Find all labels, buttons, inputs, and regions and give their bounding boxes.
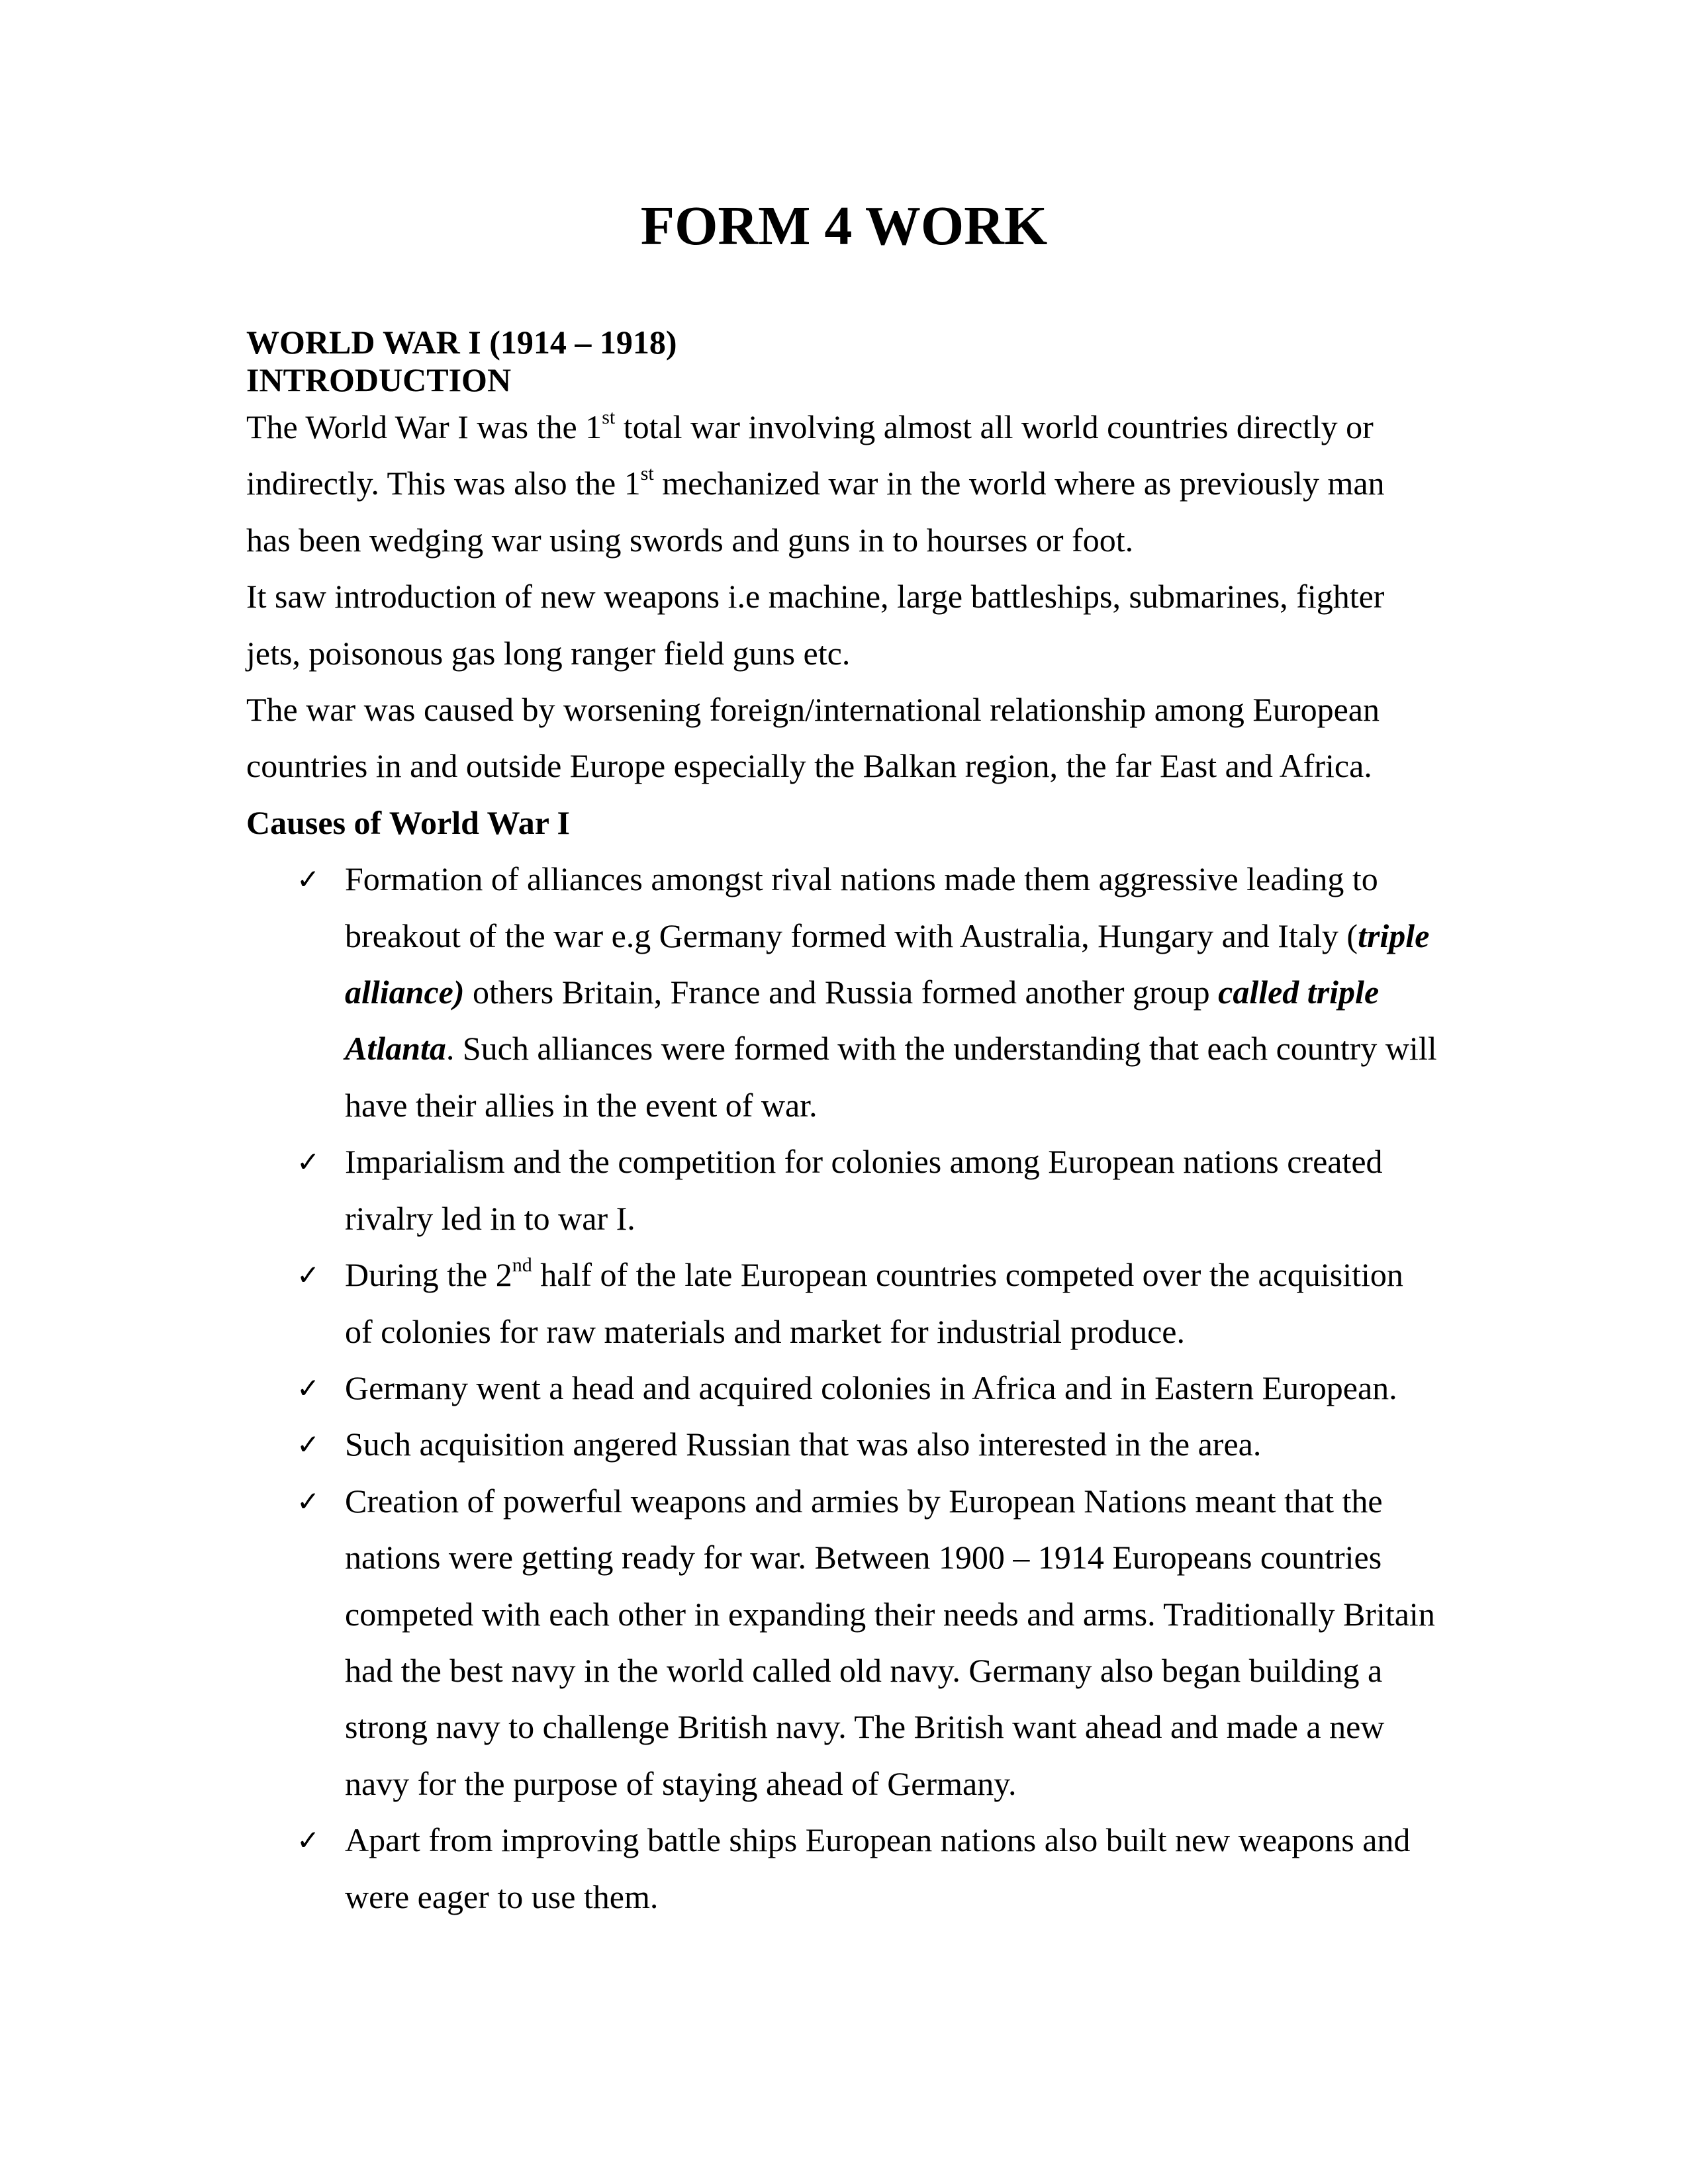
ordinal-suffix: nd bbox=[512, 1254, 532, 1277]
text-run: nations were getting ready for war. Between 1900 – 1914 Europeans countries bbox=[345, 1539, 1382, 1576]
ordinal-suffix: st bbox=[602, 406, 616, 428]
intro-heading: INTRODUCTION bbox=[246, 361, 512, 398]
text-line bbox=[246, 1812, 1471, 1868]
text-run: Germany went a head and acquired colonies in Africa and in Eastern European. bbox=[345, 1369, 1397, 1406]
document-title: FORM 4 WORK bbox=[640, 195, 1048, 257]
check-mark-icon: ✓ bbox=[297, 1259, 320, 1292]
check-mark-icon: ✓ bbox=[297, 863, 320, 896]
text-run: Formation of alliances amongst rival nations made them aggressive leading to bbox=[345, 860, 1378, 898]
check-mark-icon: ✓ bbox=[297, 1146, 320, 1179]
text-line bbox=[246, 1869, 1471, 1925]
check-mark-icon: ✓ bbox=[297, 1484, 320, 1518]
text-line bbox=[246, 682, 1471, 738]
text-run: were eager to use them. bbox=[345, 1878, 659, 1915]
text-run: jets, poisonous gas long ranger field guns etc. bbox=[246, 634, 851, 672]
text-run: competed with each other in expanding their needs and arms. Traditionally Britain bbox=[345, 1595, 1435, 1633]
text-line bbox=[246, 1021, 1471, 1077]
list-item bbox=[246, 1134, 1471, 1247]
text-line bbox=[246, 1699, 1471, 1755]
text-line bbox=[246, 455, 1471, 512]
text-line bbox=[246, 625, 1471, 682]
list-item bbox=[246, 1416, 1471, 1473]
text-run: Creation of powerful weapons and armies by European Nations meant that the bbox=[345, 1482, 1383, 1520]
emphasis-text: called triple bbox=[1218, 974, 1380, 1011]
text-line bbox=[246, 964, 1471, 1021]
text-run: rivalry led in to war I. bbox=[345, 1199, 635, 1237]
text-run: have their allies in the event of war. bbox=[345, 1086, 818, 1124]
emphasis-text: triple bbox=[1358, 917, 1430, 954]
text-line bbox=[246, 1473, 1471, 1529]
text-line bbox=[246, 1077, 1471, 1134]
text-run: indirectly. This was also the 1 bbox=[246, 465, 641, 502]
ordinal-suffix: st bbox=[640, 463, 654, 485]
emphasis-text: Atlanta bbox=[345, 1030, 446, 1068]
list-item bbox=[246, 1247, 1471, 1360]
section-heading: WORLD WAR I (1914 – 1918) bbox=[246, 324, 677, 361]
text-run: had the best navy in the world called old navy. Germany also began building a bbox=[345, 1651, 1383, 1689]
causes-list bbox=[246, 851, 1471, 1925]
emphasis-text: alliance) bbox=[345, 974, 465, 1011]
text-run: The World War I was the 1 bbox=[246, 408, 602, 445]
text-run: It saw introduction of new weapons i.e machine, large battleships, submarines, fighter bbox=[246, 578, 1385, 615]
text-line bbox=[246, 569, 1471, 625]
causes-heading: Causes of World War I bbox=[246, 803, 570, 841]
text-line bbox=[246, 1191, 1471, 1247]
text-run: navy for the purpose of staying ahead of Germany. bbox=[345, 1764, 1017, 1802]
list-item bbox=[246, 851, 1471, 1134]
text-line bbox=[246, 1416, 1471, 1473]
text-run: strong navy to challenge British navy. The British want ahead and made a new bbox=[345, 1708, 1385, 1746]
text-run: Apart from improving battle ships European nations also built new weapons and bbox=[345, 1821, 1411, 1859]
text-line bbox=[246, 1756, 1471, 1812]
text-line bbox=[246, 399, 1471, 455]
text-run: others Britain, France and Russia formed another group bbox=[464, 974, 1219, 1011]
intro-paragraphs bbox=[246, 399, 1471, 795]
text-run: of colonies for raw materials and market for industrial produce. bbox=[345, 1312, 1185, 1350]
text-run: Imparialism and the competition for colonies among European nations created bbox=[345, 1143, 1383, 1181]
list-item bbox=[246, 1812, 1471, 1925]
text-run: half of the late European countries competed over the acquisition bbox=[532, 1256, 1403, 1294]
text-line bbox=[246, 1529, 1471, 1586]
list-item bbox=[246, 1360, 1471, 1416]
text-line bbox=[246, 1134, 1471, 1190]
text-line bbox=[246, 738, 1471, 794]
text-line bbox=[246, 1360, 1471, 1416]
text-line bbox=[246, 1586, 1471, 1643]
text-line bbox=[246, 1643, 1471, 1699]
text-run: has been wedging war using swords and guns in to hourses or foot. bbox=[246, 521, 1134, 559]
text-run: breakout of the war e.g Germany formed with Australia, Hungary and Italy ( bbox=[345, 917, 1358, 954]
text-run: countries in and outside Europe especially the Balkan region, the far East and Africa. bbox=[246, 747, 1372, 785]
check-mark-icon: ✓ bbox=[297, 1428, 320, 1461]
list-item bbox=[246, 1473, 1471, 1812]
text-run: Such acquisition angered Russian that was also interested in the area. bbox=[345, 1426, 1262, 1463]
check-mark-icon: ✓ bbox=[297, 1824, 320, 1857]
document-body bbox=[246, 324, 1471, 1925]
text-run: . Such alliances were formed with the understanding that each country will bbox=[445, 1030, 1437, 1068]
text-line bbox=[246, 851, 1471, 907]
text-line bbox=[246, 1304, 1471, 1360]
text-line bbox=[246, 908, 1471, 964]
text-run: mechanized war in the world where as previously man bbox=[653, 465, 1385, 502]
text-run: The war was caused by worsening foreign/international relationship among European bbox=[246, 691, 1380, 729]
text-run: total war involving almost all world countries directly or bbox=[615, 408, 1374, 445]
text-line bbox=[246, 512, 1471, 569]
text-run: During the 2 bbox=[345, 1256, 512, 1294]
check-mark-icon: ✓ bbox=[297, 1371, 320, 1404]
text-line bbox=[246, 1247, 1471, 1303]
